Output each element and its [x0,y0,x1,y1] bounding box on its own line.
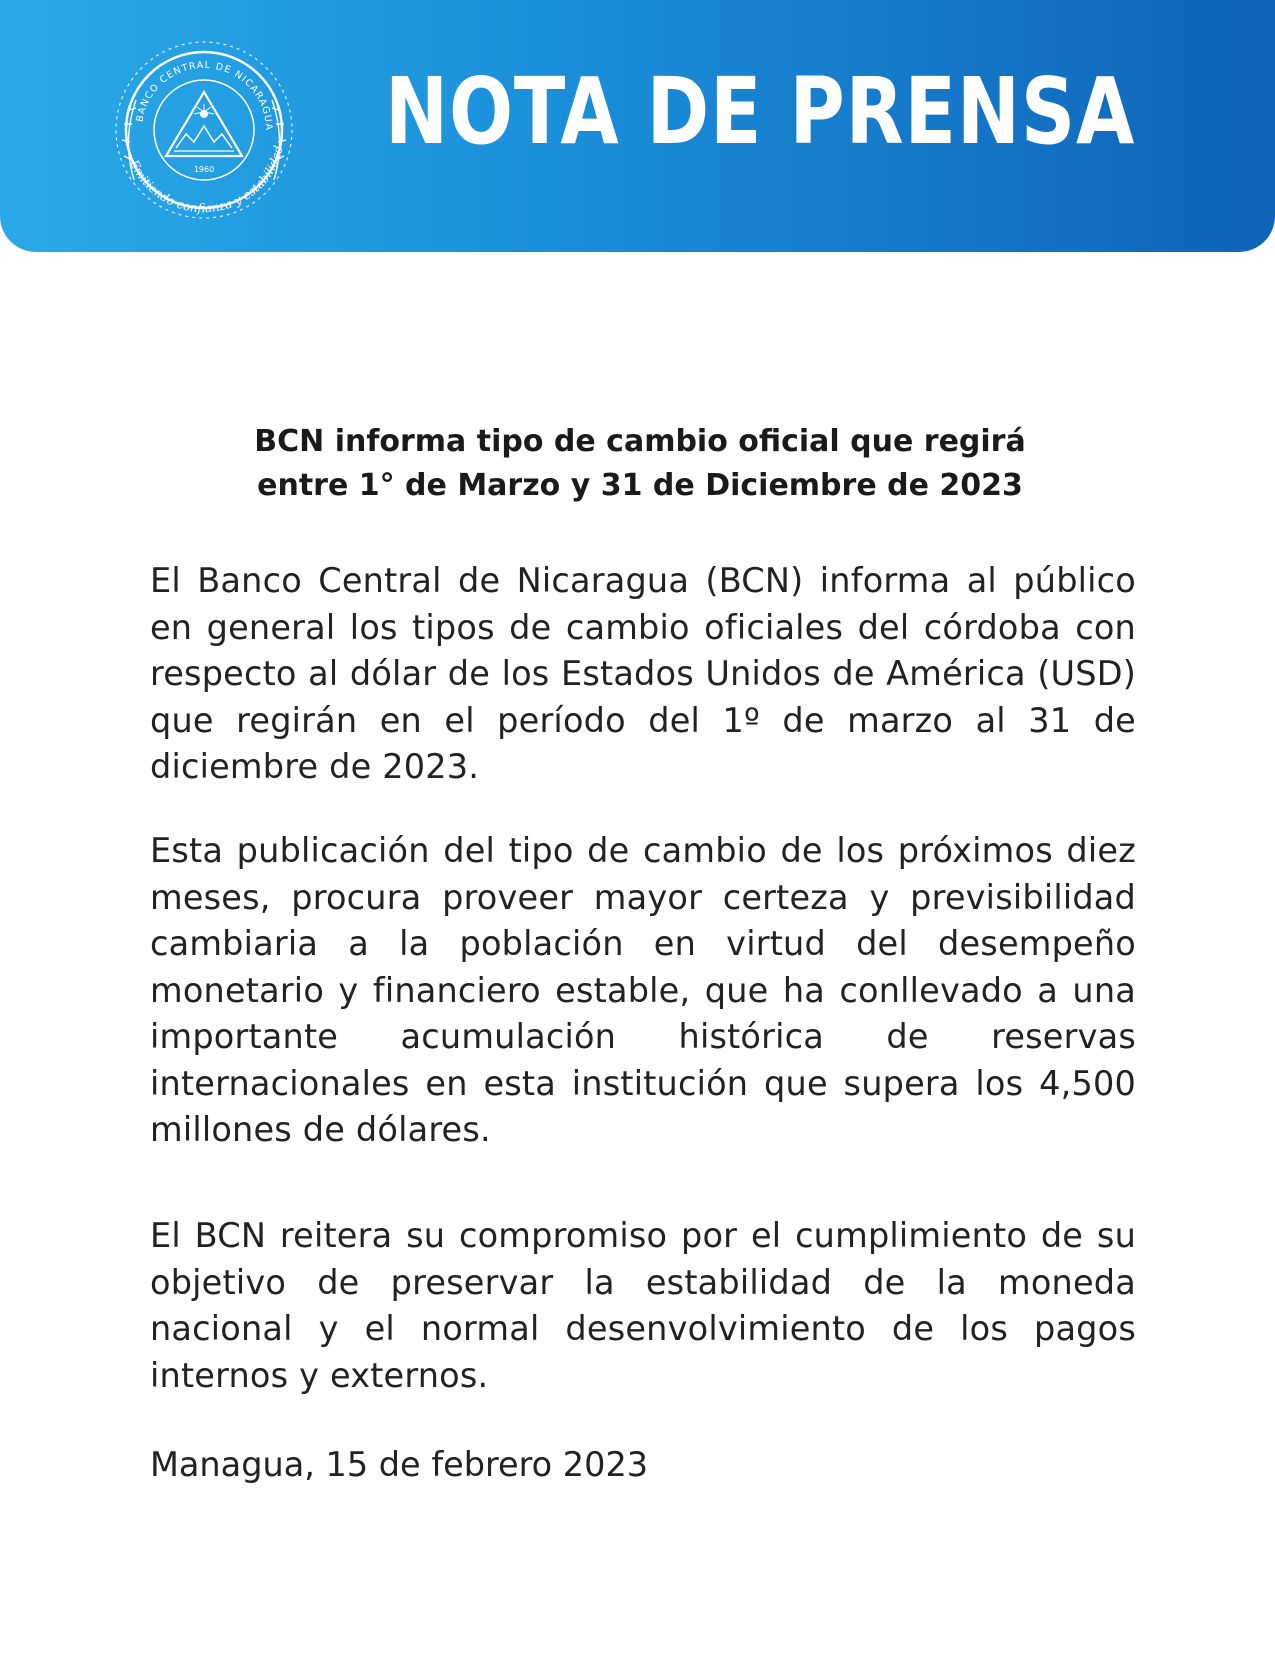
seal-year: 1960 [193,165,215,174]
banner-title: NOTA DE PRENSA [385,58,1136,165]
body-paragraph: Esta publicación del tipo de cambio de los próximos diez meses, procura proveer mayor certeza y previsibilidad cambiaria a la población en virtud del desempeño monetario y financiero estable, que ha conllevado a una importante acumulación histórica de reservas internacionales en esta institución que supera los 4,500 millones de dólares. [150,831,1136,1149]
header-banner [0,0,1275,252]
headline-line-1: BCN informa tipo de cambio oficial que regirá [254,424,1026,459]
body-paragraph: El Banco Central de Nicaragua (BCN) informa al público en general los tipos de cambio oficiales del córdoba con respecto al dólar de los Estados Unidos de América (USD) que regirán en el período del 1º de marzo al 31 de diciembre de 2023. [150,561,1136,786]
bcn-seal-logo [104,30,304,230]
headline-line-2: entre 1° de Marzo y 31 de Diciembre de 2023 [257,468,1023,503]
place-date-signoff: Managua, 15 de febrero 2023 [150,1445,649,1484]
seal-motto: Emitiendo confianza y estabilidad [127,144,286,216]
seal-ring-text: BANCO CENTRAL DE NICARAGUA [134,59,275,132]
body-paragraph: El BCN reitera su compromiso por el cumplimiento de su objetivo de preservar la estabilidad de la moneda nacional y el normal desenvolvimiento de los pagos internos y externos. [150,1216,1136,1395]
